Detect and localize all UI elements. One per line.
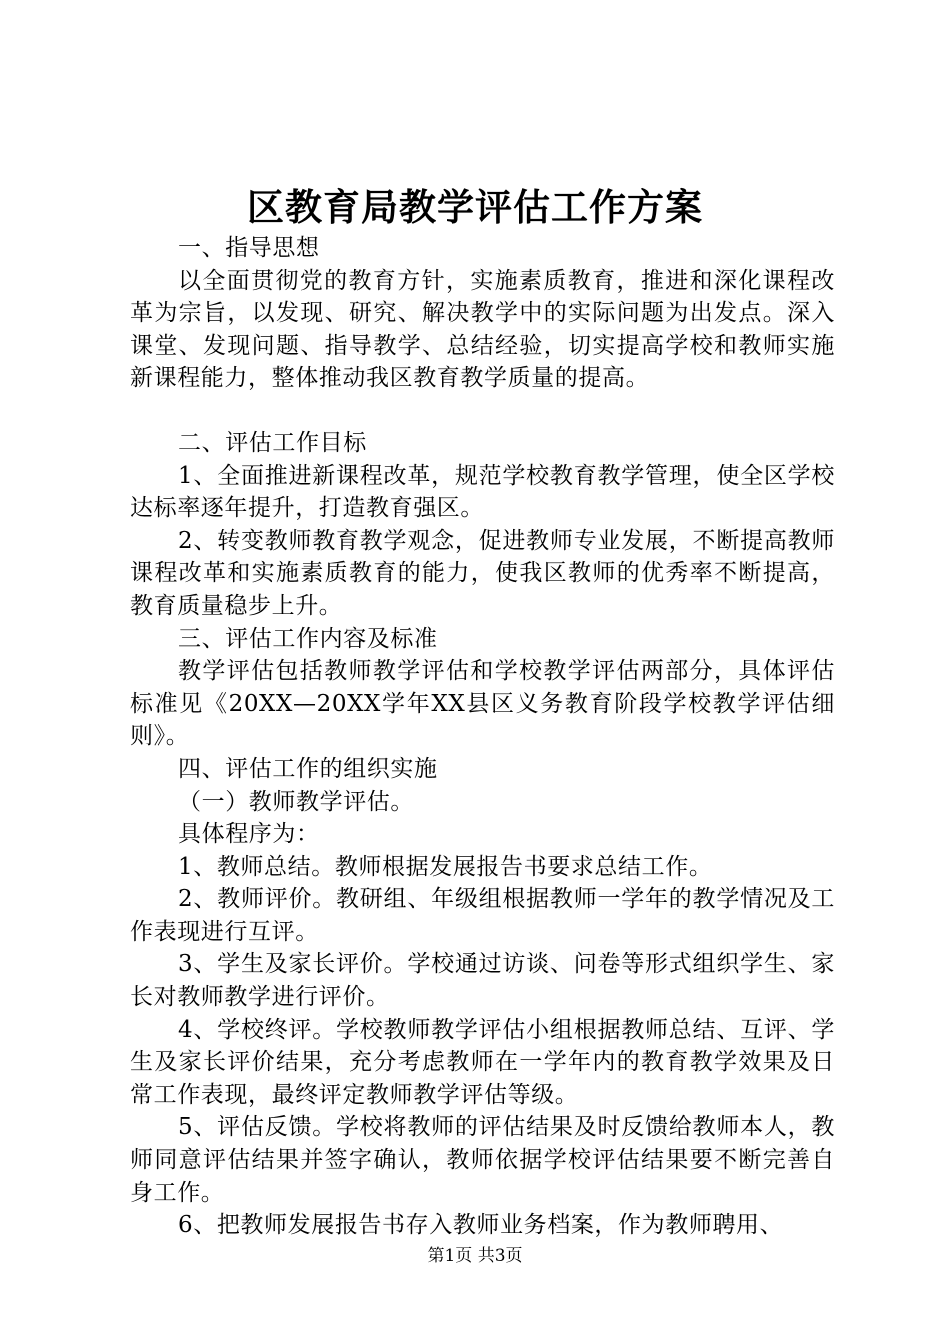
page-number-footer: 第1页 共3页 <box>427 1246 523 1266</box>
document-body <box>130 232 835 1242</box>
section-heading-guiding-ideology: 一、指导思想 <box>178 235 320 261</box>
paragraph-content-standards: 教学评估包括教师教学评估和学校教学评估两部分，具体评估标准见《20XX—20XX学年XX县区义务教育阶段学校教学评估细则》。 <box>130 658 835 750</box>
paragraph-guiding-ideology: 以全面贯彻党的教育方针，实施素质教育，推进和深化课程改革为宗旨，以发现、研究、解决教学中的实际问题为出发点。深入课堂、发现问题、指导教学、总结经验，切实提高学校和教师实施新课程能力，整体推动我区教育教学质量的提高。 <box>130 267 835 392</box>
section-heading-implementation: 四、评估工作的组织实施 <box>178 755 438 782</box>
section-heading-evaluation-goals: 二、评估工作目标 <box>178 429 367 456</box>
paragraph-step-6: 6、把教师发展报告书存入教师业务档案，作为教师聘用、 <box>178 1212 784 1239</box>
paragraph-step-1: 1、教师总结。教师根据发展报告书要求总结工作。 <box>178 853 713 880</box>
paragraph-step-5: 5、评估反馈。学校将教师的评估结果及时反馈给教师本人，教师同意评估结果并签字确认，教师依据学校评估结果要不断完善自身工作。 <box>130 1114 835 1206</box>
section-heading-content-standards: 三、评估工作内容及标准 <box>178 625 438 652</box>
paragraph-goal-2: 2、转变教师教育教学观念，促进教师专业发展，不断提高教师课程改革和实施素质教育的能力，使我区教师的优秀率不断提高，教育质量稳步上升。 <box>130 527 835 619</box>
subheading-procedure: 具体程序为： <box>178 821 320 848</box>
paragraph-step-3: 3、学生及家长评价。学校通过访谈、问卷等形式组织学生、家长对教师教学进行评价。 <box>130 951 835 1011</box>
paragraph-step-2: 2、教师评价。教研组、年级组根据教师一学年的教学情况及工作表现进行互评。 <box>130 886 835 945</box>
paragraph-step-4: 4、学校终评。学校教师教学评估小组根据教师总结、互评、学生及家长评价结果，充分考虑教师在一学年内的教育教学效果及日常工作表现，最终评定教师教学评估等级。 <box>130 1016 835 1108</box>
paragraph-goal-1: 1、全面推进新课程改革，规范学校教育教学管理，使全区学校达标率逐年提升，打造教育强区。 <box>130 462 835 522</box>
document-title: 区教育局教学评估工作方案 <box>247 185 703 229</box>
subheading-teacher-evaluation: （一）教师教学评估。 <box>178 788 414 815</box>
